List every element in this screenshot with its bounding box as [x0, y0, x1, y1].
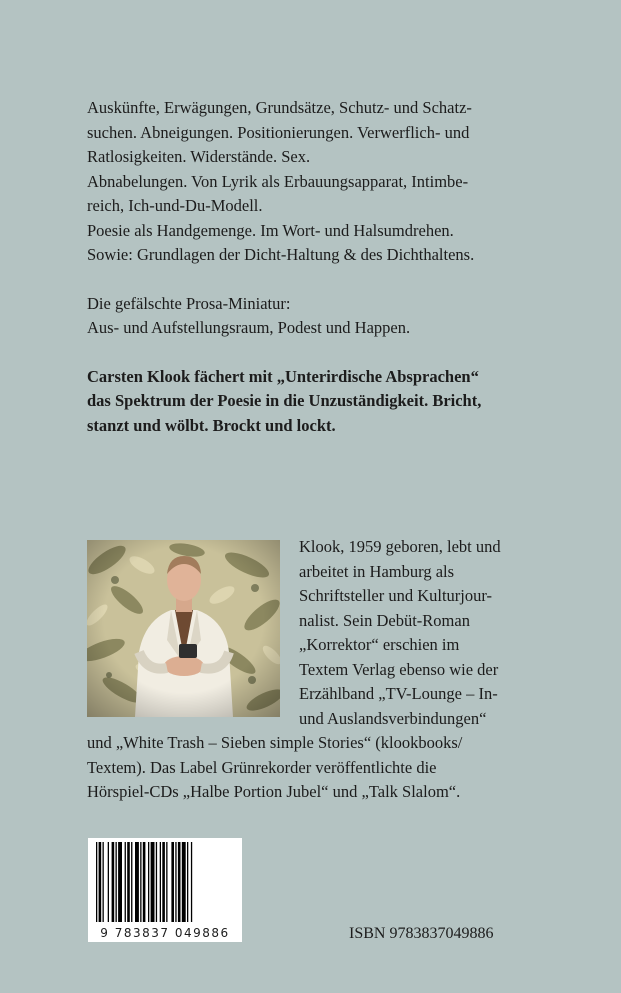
barcode-digits: 9 783837 049886: [100, 926, 230, 940]
isbn-number: ISBN 9783837049886: [349, 925, 494, 942]
text-line: Die gefälschte Prosa-Miniatur:: [87, 293, 291, 313]
blurb-paragraph-1: [87, 96, 597, 268]
text-line: reich, Ich-und-Du-Modell.: [87, 196, 263, 215]
bio-line: nalist. Sein Debüt-Roman: [299, 610, 470, 630]
bio-line: Textem Verlag ebenso wie der: [299, 659, 499, 679]
barcode: [88, 838, 242, 942]
text-line: Sowie: Grundlagen der Dicht-Haltung & des Dichthaltens.: [87, 245, 475, 264]
text-line: Abnabelungen. Von Lyrik als Erbauungsapparat, Intimbe-: [87, 171, 469, 191]
text-line: Auskünfte, Erwägungen, Grundsätze, Schutz- und Schatz-: [87, 98, 472, 117]
text-line: Carsten Klook fächert mit „Unterirdische Absprachen“: [87, 366, 479, 386]
bio-line: Klook, 1959 geboren, lebt und: [299, 537, 501, 556]
bio-line: und „White Trash – Sieben simple Stories“ (klookbooks/: [87, 733, 463, 752]
bio-line: Schriftsteller und Kulturjour-: [299, 586, 493, 605]
bio-line: Textem). Das Label Grünrekorder veröffentlichte die: [87, 757, 437, 777]
bio-line: „Korrektor“ erschien im: [299, 635, 460, 654]
text-line: Aus- und Aufstellungsraum, Podest und Happen.: [87, 318, 411, 337]
text-line: Ratlosigkeiten. Widerstände. Sex.: [87, 147, 311, 166]
bio-line: Hörspiel-CDs „Halbe Portion Jubel“ und „Talk Slalom“.: [87, 782, 461, 801]
blurb-paragraph-bold: [87, 365, 597, 439]
blurb-text: [87, 96, 597, 438]
barcode-bars: [88, 838, 242, 926]
bio-line: arbeitet in Hamburg als: [299, 561, 455, 581]
bio-line: Erzählband „TV-Lounge – In-: [299, 684, 498, 703]
blurb-paragraph-2: [87, 292, 597, 341]
author-bio: [87, 535, 597, 805]
bio-line: und Auslandsverbindungen“: [299, 708, 487, 728]
text-line: das Spektrum der Poesie in die Unzuständigkeit. Bricht,: [87, 391, 482, 410]
text-line: stanzt und wölbt. Brockt und lockt.: [87, 415, 336, 435]
text-line: Poesie als Handgemenge. Im Wort- und Halsumdrehen.: [87, 220, 454, 240]
text-line: suchen. Abneigungen. Positionierungen. Verwerflich- und: [87, 122, 470, 142]
